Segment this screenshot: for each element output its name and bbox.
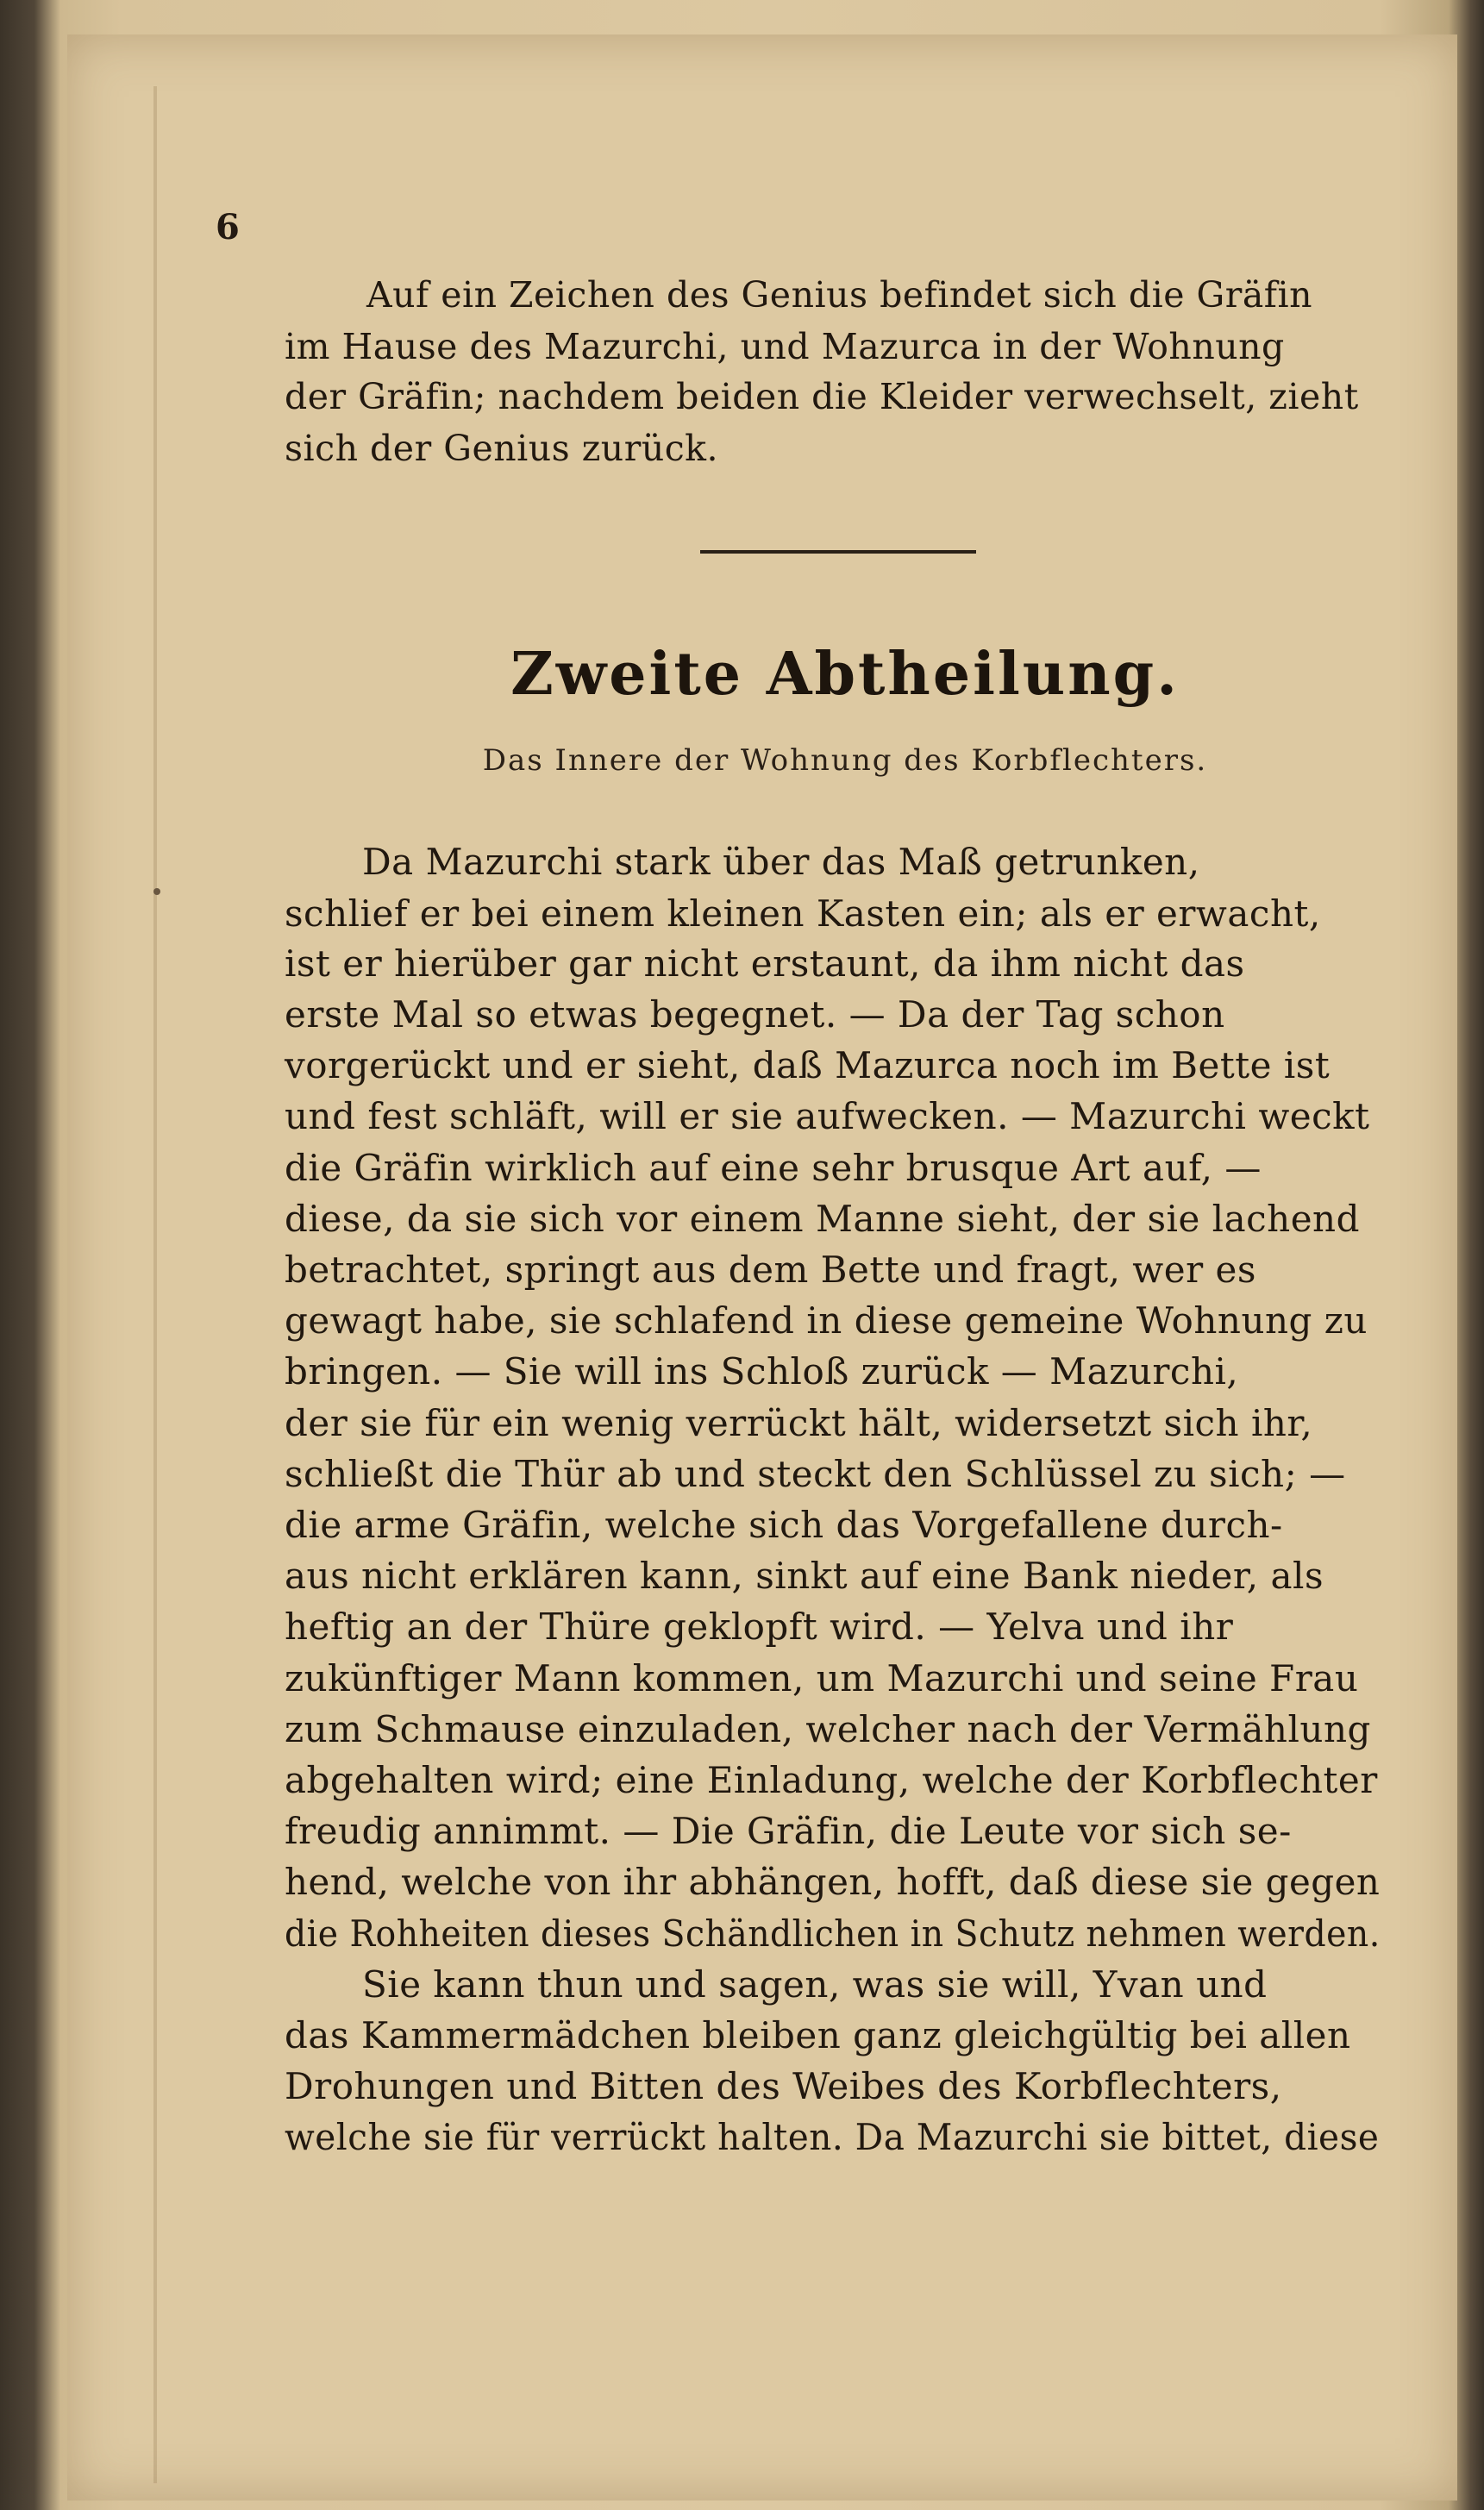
section-subheading: Das Innere der Wohnung des Korbflechters. <box>482 743 1208 778</box>
text-line: betrachtet, springt aus dem Bette und fragt, wer es <box>285 1249 1256 1291</box>
text-line: schlief er bei einem kleinen Kasten ein; als er erwacht, <box>285 892 1321 935</box>
text-line: der sie für ein wenig verrückt hält, widersetzt sich ihr, <box>285 1402 1313 1444</box>
text-line: das Kammermädchen bleiben ganz gleichgültig bei allen <box>285 2014 1351 2056</box>
text-line: zum Schmause einzuladen, welcher nach der Vermählung <box>285 1708 1371 1750</box>
text-line: und fest schläft, will er sie aufwecken. — Mazurchi weckt <box>285 1095 1370 1137</box>
section-heading: Zweite Abtheilung. <box>510 640 1180 709</box>
text-line: Drohungen und Bitten des Weibes des Korbflechters, <box>285 2065 1282 2107</box>
text-line: die Rohheiten dieses Schändlichen in Schutz nehmen werden. <box>285 1912 1381 1955</box>
text-line: welche sie für verrückt halten. Da Mazurchi sie bittet, diese <box>285 2116 1380 2158</box>
text-line: bringen. — Sie will ins Schloß zurück — Mazurchi, <box>285 1350 1239 1393</box>
page-edge-shadow <box>153 86 157 2483</box>
margin-mark <box>153 888 160 895</box>
text-line: ist er hierüber gar nicht erstaunt, da ihm nicht das <box>285 942 1245 985</box>
text-line: vorgerückt und er sieht, daß Mazurca noch im Bette ist <box>285 1044 1331 1086</box>
text-line: Da Mazurchi stark über das Maß getrunken, <box>362 841 1200 883</box>
text-line: die arme Gräfin, welche sich das Vorgefallene durch- <box>285 1504 1283 1546</box>
text-line: erste Mal so etwas begegnet. — Da der Tag schon <box>285 993 1225 1036</box>
text-line: Auf ein Zeichen des Genius befindet sich die Gräfin <box>366 274 1312 316</box>
text-line: freudig annimmt. — Die Gräfin, die Leute vor sich se- <box>285 1810 1292 1852</box>
text-line: diese, da sie sich vor einem Manne sieht, der sie lachend <box>285 1198 1360 1240</box>
text-line: Sie kann thun und sagen, was sie will, Yvan und <box>362 1963 1268 2006</box>
text-line: zukünftiger Mann kommen, um Mazurchi und seine Frau <box>285 1657 1359 1699</box>
text-line: abgehalten wird; eine Einladung, welche der Korbflechter <box>285 1759 1378 1801</box>
text-line: die Gräfin wirklich auf eine sehr brusque Art auf, — <box>285 1147 1262 1189</box>
text-line: schließt die Thür ab und steckt den Schlüssel zu sich; — <box>285 1453 1346 1495</box>
page-number: 6 <box>216 207 240 247</box>
text-line: hend, welche von ihr abhängen, hofft, daß diese sie gegen <box>285 1861 1381 1903</box>
text-line: aus nicht erklären kann, sinkt auf eine Bank nieder, als <box>285 1555 1324 1597</box>
text-line: gewagt habe, sie schlafend in diese gemeine Wohnung zu <box>285 1299 1368 1342</box>
text-line: der Gräfin; nachdem beiden die Kleider verwechselt, zieht <box>285 376 1359 417</box>
text-line: heftig an der Thüre geklopft wird. — Yelva und ihr <box>285 1606 1234 1648</box>
section-divider <box>700 550 976 554</box>
text-line: sich der Genius zurück. <box>285 428 719 469</box>
text-line: im Hause des Mazurchi, und Mazurca in der Wohnung <box>285 326 1285 367</box>
